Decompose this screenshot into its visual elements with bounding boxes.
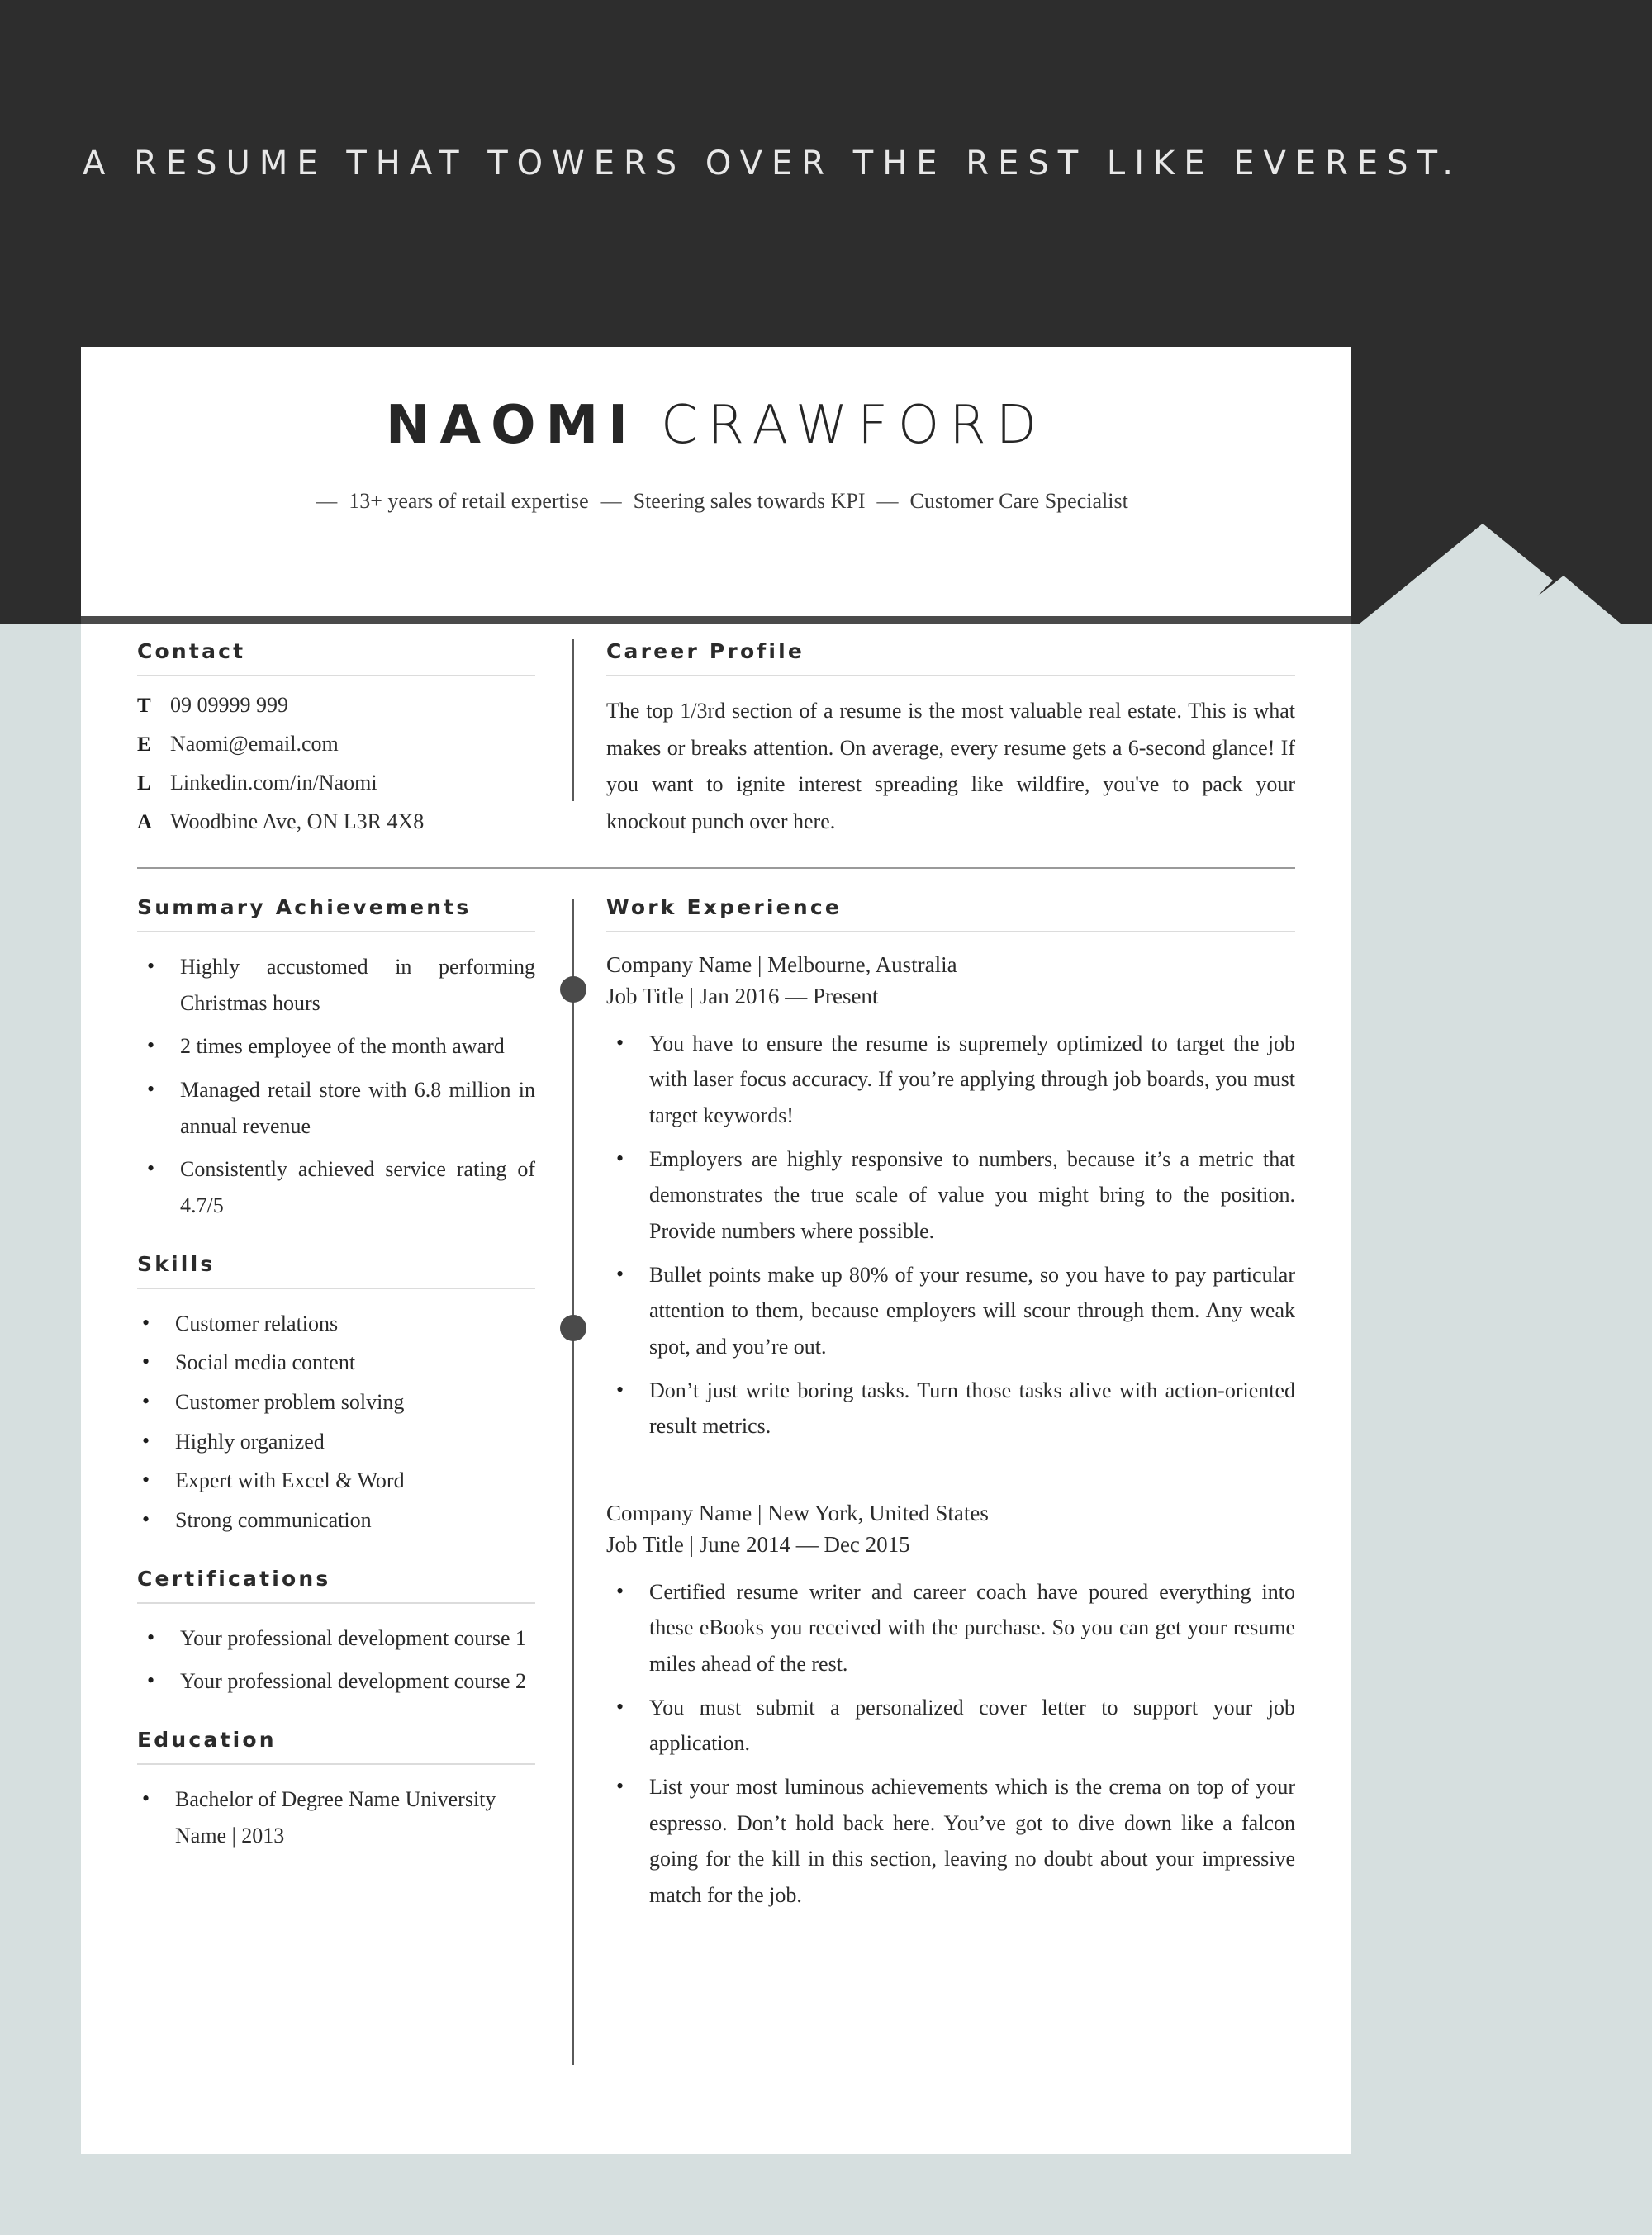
- top-row-vertical-divider: [572, 639, 574, 801]
- list-item: • Bachelor of Degree Name University Name | 2013: [137, 1781, 535, 1853]
- career-profile-text: The top 1/3rd section of a resume is the most valuable real estate. This is what makes or breaks attention. On average, every resume gets a 6-second glance! If you want to ignite interest spreading like wildfire, you've to pack your knockout punch over here.: [606, 699, 1295, 834]
- education-heading-rule: [137, 1763, 535, 1765]
- job-company-line: Company Name | Melbourne, Australia: [606, 952, 957, 977]
- summary-achievements-list: [137, 949, 535, 1224]
- education-heading: Education: [137, 1728, 277, 1753]
- job-title-line: Job Title | Jan 2016 — Present: [606, 984, 879, 1009]
- list-item: • List your most luminous achievements which is the crema on top of your espresso. Don’t hold back here. You’ve got to dive down like a falcon going for the kill in this section, leaving no doubt about your impressive match for the job.: [606, 1769, 1295, 1914]
- tagline-separator-3: —: [876, 489, 899, 514]
- last-name: CRAWFORD: [660, 395, 1047, 456]
- header-tagline-1: 13+ years of retail expertise: [349, 489, 589, 514]
- top-row: [81, 624, 1351, 839]
- certifications-section: [137, 1567, 535, 1700]
- contact-value-email[interactable]: Naomi@email.com: [170, 732, 339, 756]
- skills-heading: Skills: [137, 1251, 216, 1276]
- contact-heading-rule: [137, 675, 535, 676]
- main-horizontal-divider: [137, 867, 1295, 869]
- certifications-list: [137, 1620, 535, 1700]
- contact-heading: Contact: [137, 639, 246, 663]
- name-header: [81, 396, 1351, 514]
- list-item: • Your professional development course 1: [137, 1620, 535, 1657]
- career-profile-heading: Career Profile: [606, 639, 805, 663]
- certifications-heading: Certifications: [137, 1566, 331, 1591]
- work-experience-heading: Work Experience: [606, 895, 842, 919]
- list-item: • Expert with Excel & Word: [137, 1463, 535, 1499]
- header-divider-bar: [81, 616, 1351, 624]
- header-tagline-2: Steering sales towards KPI: [633, 489, 866, 514]
- resume-content: [81, 624, 1351, 2116]
- career-profile-section: [606, 639, 1295, 841]
- job-entry-2: [606, 1497, 1295, 1561]
- contact-value-linkedin[interactable]: Linkedin.com/in/Naomi: [170, 771, 377, 795]
- education-section: [137, 1728, 535, 1853]
- bottom-row: [81, 895, 1351, 2116]
- job-company-line: Company Name | New York, United States: [606, 1501, 989, 1526]
- contact-item-address: [137, 809, 535, 834]
- page-tagline: A RESUME THAT TOWERS OVER THE REST LIKE EVEREST.: [83, 145, 1462, 183]
- list-item: • Don’t just write boring tasks. Turn those tasks alive with action-oriented result metrics.: [606, 1373, 1295, 1444]
- job-1-bullets: [606, 1026, 1295, 1444]
- career-profile-heading-rule: [606, 675, 1295, 676]
- header-taglines: [81, 489, 1351, 514]
- education-list: [137, 1781, 535, 1853]
- list-item: • You have to ensure the resume is supremely optimized to target the job with laser focus accuracy. If you’re applying through job boards, you must target keywords!: [606, 1026, 1295, 1134]
- contact-list: [137, 693, 535, 834]
- list-item: • Highly accustomed in performing Christmas hours: [137, 949, 535, 1021]
- contact-key-address: A: [137, 811, 153, 833]
- full-name: [81, 396, 1351, 454]
- skills-heading-rule: [137, 1288, 535, 1289]
- summary-achievements-heading: Summary Achievements: [137, 895, 472, 919]
- list-item: • Your professional development course 2: [137, 1663, 535, 1700]
- contact-value-phone[interactable]: 09 09999 999: [170, 693, 288, 717]
- contact-key-phone: T: [137, 695, 151, 717]
- header-tagline-3: Customer Care Specialist: [909, 489, 1128, 514]
- list-item: • You must submit a personalized cover letter to support your job application.: [606, 1690, 1295, 1762]
- list-item: • Certified resume writer and career coach have poured everything into these eBooks you received with the purchase. So you can get your resume miles ahead of the rest.: [606, 1574, 1295, 1682]
- work-timeline-dot-1: [560, 976, 586, 1003]
- skills-list: [137, 1306, 535, 1539]
- work-experience-heading-rule: [606, 931, 1295, 932]
- list-item: • Strong communication: [137, 1502, 535, 1539]
- contact-key-linkedin: L: [137, 772, 151, 795]
- list-item: • Social media content: [137, 1345, 535, 1381]
- list-item: • Managed retail store with 6.8 million in annual revenue: [137, 1072, 535, 1144]
- summary-achievements-section: [137, 895, 535, 1224]
- resume-card: [81, 347, 1351, 2154]
- job-entry-1: [606, 949, 1295, 1013]
- first-name: NAOMI: [385, 395, 638, 456]
- list-item: • Customer relations: [137, 1306, 535, 1342]
- job-title-line: Job Title | June 2014 — Dec 2015: [606, 1532, 910, 1558]
- work-experience-section: [606, 895, 1295, 1921]
- list-item: • 2 times employee of the month award: [137, 1028, 535, 1065]
- work-timeline-line: [572, 899, 574, 2065]
- contact-item-phone: [137, 693, 535, 718]
- contact-key-email: E: [137, 733, 151, 756]
- skills-section: [137, 1252, 535, 1539]
- main-divider-row: [81, 839, 1351, 895]
- list-item: • Consistently achieved service rating of 4.7/5: [137, 1151, 535, 1223]
- contact-section: [137, 639, 535, 848]
- contact-item-linkedin: [137, 771, 535, 795]
- list-item: • Bullet points make up 80% of your resume, so you have to pay particular attention to them, because employers will scour through them. Any weak spot, and you’re out.: [606, 1257, 1295, 1365]
- list-item: • Employers are highly responsive to numbers, because it’s a metric that demonstrates the true scale of value you might bring to the position. Provide numbers where possible.: [606, 1141, 1295, 1250]
- tagline-separator-1: —: [316, 489, 338, 514]
- contact-value-address: Woodbine Ave, ON L3R 4X8: [170, 809, 425, 833]
- job-2-bullets: [606, 1574, 1295, 1914]
- tagline-separator-2: —: [600, 489, 622, 514]
- list-item: • Highly organized: [137, 1424, 535, 1460]
- left-column: [137, 895, 535, 1881]
- contact-item-email: [137, 732, 535, 757]
- list-item: • Customer problem solving: [137, 1384, 535, 1421]
- work-timeline-dot-2: [560, 1315, 586, 1341]
- certifications-heading-rule: [137, 1602, 535, 1604]
- summary-achievements-heading-rule: [137, 931, 535, 932]
